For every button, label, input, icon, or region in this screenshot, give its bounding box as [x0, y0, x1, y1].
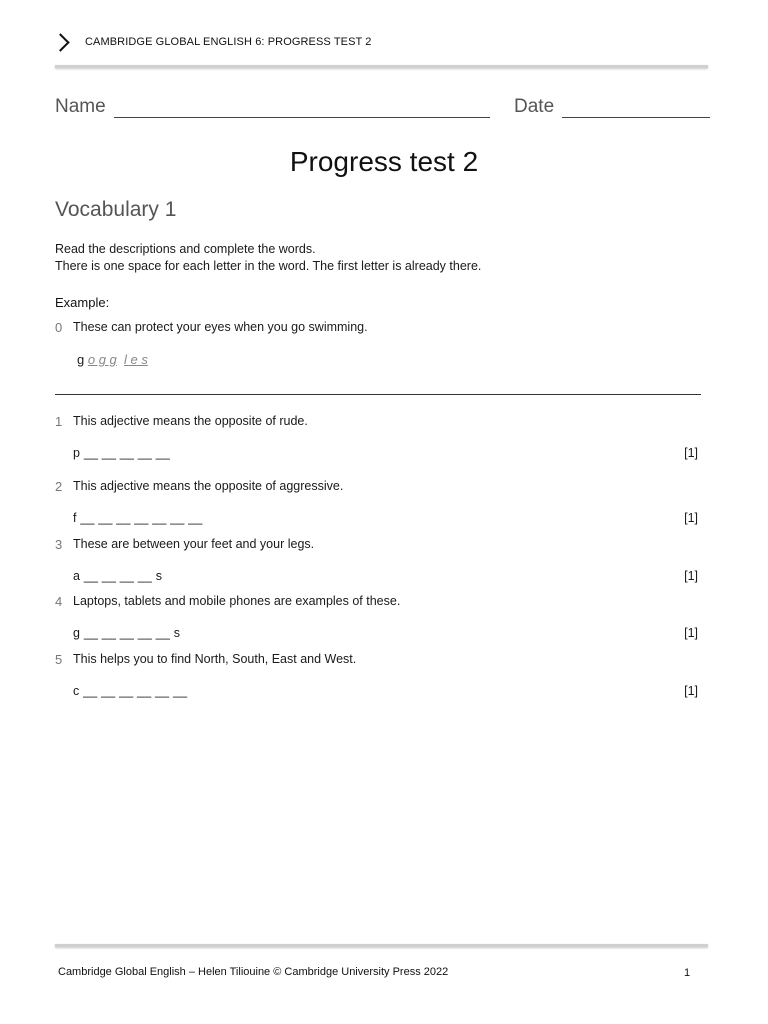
section-heading: Vocabulary 1: [55, 198, 177, 221]
question-number: 3: [55, 537, 63, 552]
example-answer: [77, 352, 148, 367]
question-text: These are between your feet and your legs.: [73, 537, 315, 551]
name-label: Name: [55, 96, 106, 117]
page-number: 1: [684, 967, 691, 979]
question-text: This adjective means the opposite of rude.: [73, 414, 308, 428]
name-field[interactable]: [114, 117, 490, 118]
date-field[interactable]: [562, 117, 710, 118]
question-marks: [1]: [684, 569, 698, 583]
header-title: CAMBRIDGE GLOBAL ENGLISH 6: PROGRESS TEST 2: [85, 36, 372, 48]
footer-rule: [55, 944, 708, 947]
example-answer-fill: o g g: [87, 352, 117, 367]
question-number: 4: [55, 594, 63, 609]
answer-blanks[interactable]: p __ __ __ __ __: [73, 446, 171, 460]
example-answer-fill: l e s: [124, 352, 148, 367]
page-header: [54, 32, 372, 52]
question-marks: [1]: [684, 446, 698, 460]
question-text: This adjective means the opposite of aggressive.: [73, 479, 344, 493]
chevron-right-icon: [51, 33, 69, 51]
question-marks: [1]: [684, 511, 698, 525]
question-marks: [1]: [684, 626, 698, 640]
answer-blanks[interactable]: a __ __ __ __ s: [73, 569, 163, 583]
answer-blanks[interactable]: f __ __ __ __ __ __ __: [73, 511, 203, 525]
date-label: Date: [514, 96, 555, 117]
answer-blanks[interactable]: c __ __ __ __ __ __: [73, 684, 188, 698]
example-answer-first: g: [77, 352, 85, 367]
example-text: These can protect your eyes when you go swimming.: [73, 320, 368, 334]
question-marks: [1]: [684, 684, 698, 698]
instruction-line: There is one space for each letter in the word. The first letter is already there.: [55, 259, 482, 273]
divider: [55, 394, 701, 395]
question-number: 1: [55, 414, 63, 429]
question-text: Laptops, tablets and mobile phones are examples of these.: [73, 594, 401, 608]
question-number: 2: [55, 479, 63, 494]
header-rule: [55, 65, 708, 68]
instruction-line: Read the descriptions and complete the words.: [55, 242, 316, 256]
page-title: Progress test 2: [289, 146, 479, 177]
question-number: 5: [55, 652, 63, 667]
example-label: Example:: [55, 295, 110, 310]
example-number: 0: [55, 320, 63, 335]
footer-copyright: Cambridge Global English – Helen Tiliouine © Cambridge University Press 2022: [58, 966, 449, 978]
question-text: This helps you to find North, South, East and West.: [73, 652, 357, 666]
answer-blanks[interactable]: g __ __ __ __ __ s: [73, 626, 181, 640]
